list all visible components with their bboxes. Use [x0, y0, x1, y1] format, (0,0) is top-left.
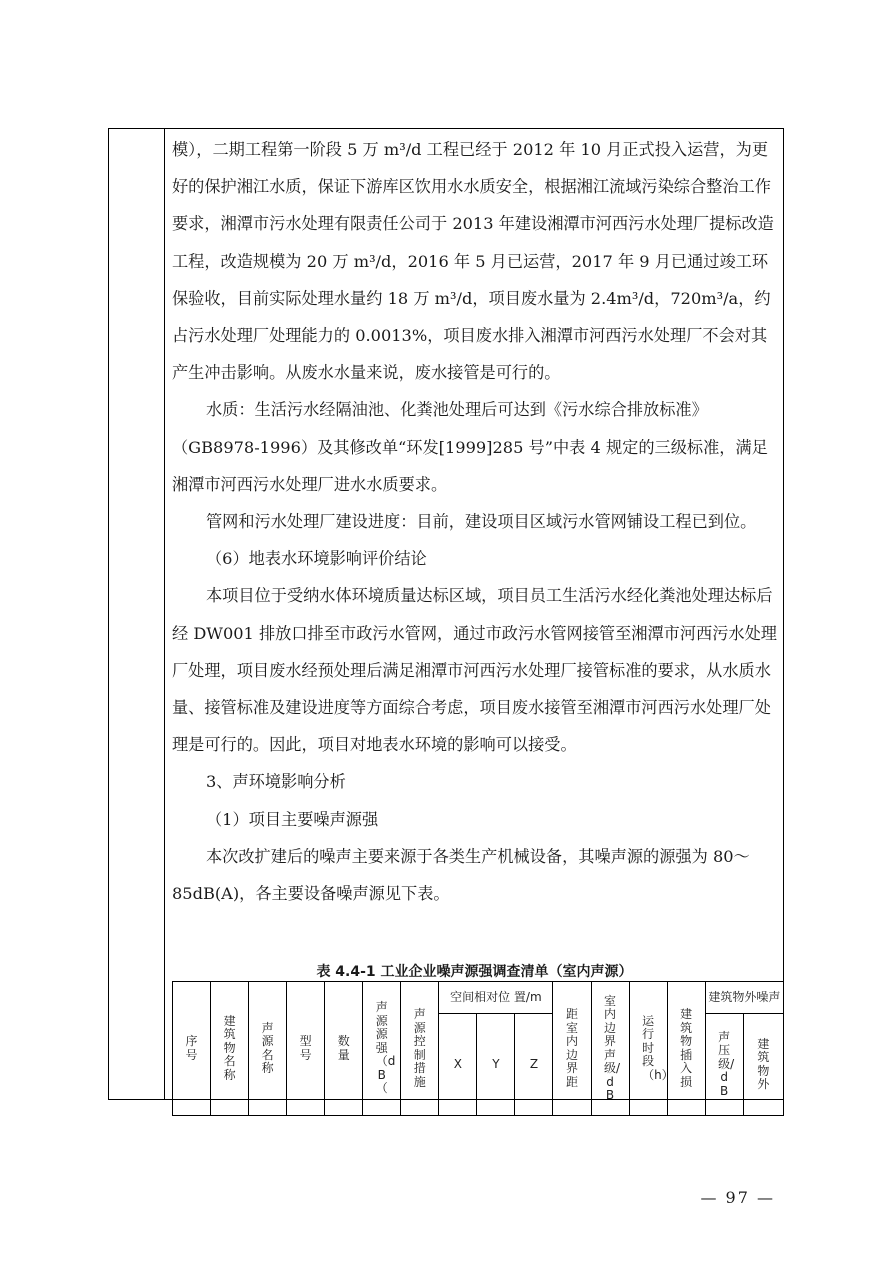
page-frame [108, 128, 784, 1100]
heading-noise-analysis: 3、声环境影响分析 [206, 772, 346, 792]
paragraph-water-quality: 水质：生活污水经隔油池、化粪池处理后可达到《污水综合排放标准》（GB8978-1996）及其修改单“环发[1999]285 号”中表 4 规定的三级标准，满足湘潭市河西污水处理厂进水水质要求。 [172, 400, 768, 494]
header-x: X [439, 1014, 477, 1116]
header-position: 空间相对位 置/m [439, 982, 553, 1014]
heading-noise-sources: （1）项目主要噪声源强 [206, 809, 379, 829]
header-quantity: 数量 [325, 982, 363, 1116]
header-building: 建筑物名称 [211, 982, 249, 1116]
header-model: 型号 [287, 982, 325, 1116]
left-label-column [109, 129, 165, 1099]
noise-source-table [172, 981, 784, 1116]
body-text [172, 131, 777, 912]
header-indoor-level: 室内边界声级/dB [591, 982, 629, 1116]
table-caption: 表 4.4-1 工业企业噪声源强调查清单（室内声源） [316, 964, 633, 980]
paragraph-conclusion: 本项目位于受纳水体环境质量达标区域，项目员工生活污水经化粪池处理达标后经 DW001 排放口排至市政污水管网，通过市政污水管网接管至湘潭市河西污水处理厂处理，项目废水经预处理后满足湘潭市河西污水处理厂接管标准的要求，从水质水量、接管标准及建设进度等方面综合考虑，项目废水接管至湘潭市河西污水处理厂处理是可行的。因此，项目对地表水环境的影响可以接受。 [172, 586, 777, 755]
header-run-time: 运行时段（h） [629, 982, 667, 1116]
paragraph-pipe-network: 管网和污水处理厂建设进度：目前，建设项目区域污水管网铺设工程已到位。 [206, 512, 757, 532]
header-insertion-loss: 建筑物插入损 [667, 982, 705, 1116]
header-y: Y [477, 1014, 515, 1116]
header-spl: 声压级/dB [705, 1014, 743, 1116]
header-outside: 建筑物外 [743, 1014, 783, 1116]
header-control: 声源控制措施 [401, 982, 439, 1116]
header-z: Z [515, 1014, 553, 1116]
header-distance: 距室内边界距 [553, 982, 591, 1116]
heading-surface-water-conclusion: （6）地表水环境影响评价结论 [206, 549, 427, 569]
page-number: — 97 — [700, 1188, 775, 1207]
paragraph-noise-intro: 本次改扩建后的噪声主要来源于各类生产机械设备，其噪声源的源强为 80～85dB(A)，各主要设备噪声源见下表。 [172, 846, 750, 904]
header-strength: 声源源强（dB（ [363, 982, 401, 1116]
header-source-name: 声源名称 [249, 982, 287, 1116]
content-cell [166, 129, 783, 1102]
header-seq: 序号 [173, 982, 211, 1116]
paragraph-capacity: 模），二期工程第一阶段 5 万 m³/d 工程已经于 2012 年 10 月正式投入运营，为更好的保护湘江水质，保证下游库区饮用水水质安全，根据湘江流域污染综合整治工作要求，湘潭市污水处理有限责任公司于 2013 年建设湘潭市河西污水处理厂提标改造工程，改造规模为 20 万 m³/d，2016 年 5 月已运营，2017 年 9 月已通过竣工环保验收，目前实际处理水量约 18 万 m³/d，项目废水量为 2.4m³/d，720m³/a，约占污水处理厂处理能力的 0.0013%，项目废水排入湘潭市河西污水处理厂不会对其产生冲击影响。从废水水量来说，废水接管是可行的。 [172, 140, 774, 383]
header-outside-noise: 建筑物外噪声 [705, 982, 783, 1014]
